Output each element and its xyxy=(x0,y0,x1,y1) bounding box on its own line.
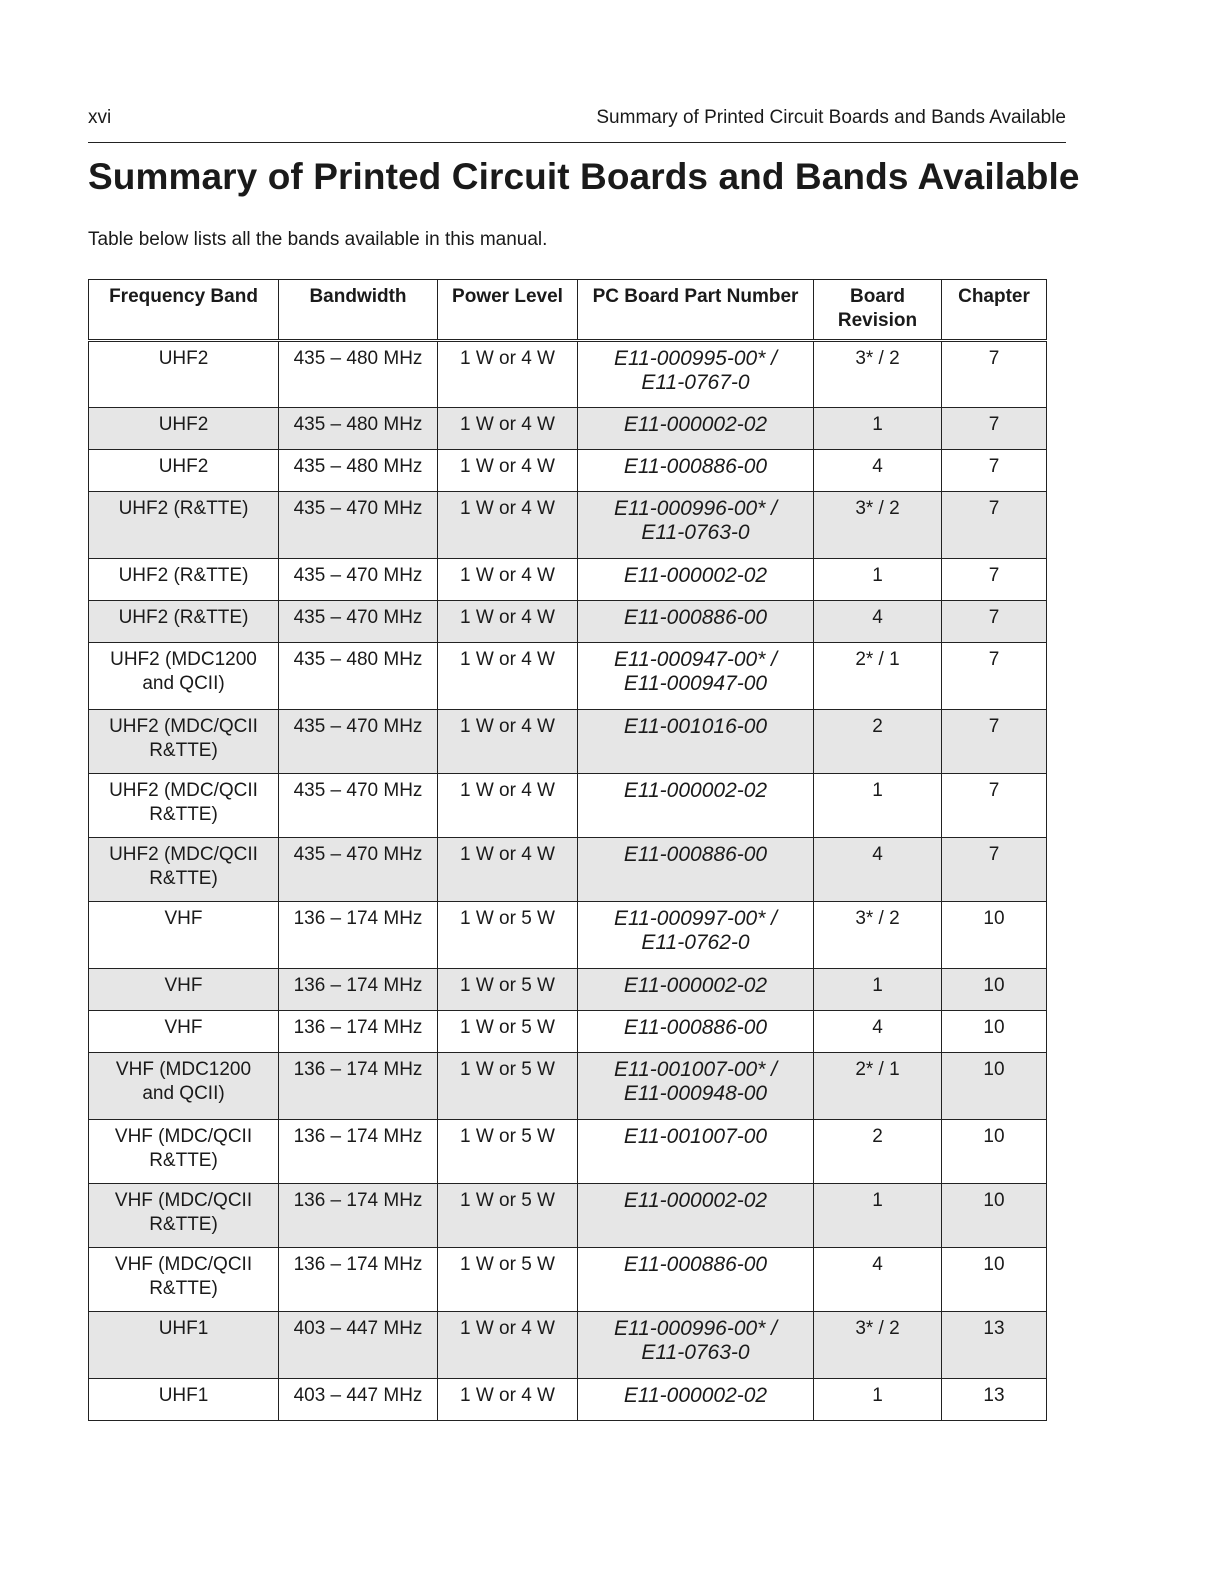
cell-chapter xyxy=(942,492,1047,559)
cell-frequency-band xyxy=(89,969,279,1011)
board-revision-line2: Revision xyxy=(837,310,918,331)
cell-frequency-band-text: R&TTE) xyxy=(149,868,218,889)
table-row xyxy=(89,601,1047,643)
cell-chapter-text: 7 xyxy=(988,498,1000,519)
cell-chapter-text: 7 xyxy=(988,716,1000,737)
cell-power-level xyxy=(438,710,578,774)
cell-part-number xyxy=(578,341,814,408)
cell-frequency-band xyxy=(89,838,279,902)
table-row xyxy=(89,1379,1047,1421)
page-header xyxy=(88,104,1066,143)
intro-text: Table below lists all the bands available in this manual. xyxy=(88,229,548,250)
column-header-board-revision xyxy=(814,280,942,341)
cell-power-level-text: 1 W or 4 W xyxy=(459,607,555,628)
cell-chapter-text: 7 xyxy=(988,649,1000,670)
cell-frequency-band-text: UHF2 (R&TTE) xyxy=(118,607,249,628)
table-row xyxy=(89,1120,1047,1184)
cell-part-number xyxy=(578,1248,814,1312)
cell-board-revision-text: 3* / 2 xyxy=(855,908,900,929)
cell-part-number-text: E11-000002-02 xyxy=(623,1189,768,1212)
cell-frequency-band xyxy=(89,492,279,559)
cell-part-number-text: E11-000886-00 xyxy=(623,455,768,478)
cell-power-level-text: 1 W or 5 W xyxy=(459,1254,555,1275)
cell-bandwidth-text: 435 – 470 MHz xyxy=(293,565,423,586)
table-row xyxy=(89,838,1047,902)
cell-part-number-text: E11-000886-00 xyxy=(623,1016,768,1039)
cell-power-level-text: 1 W or 5 W xyxy=(459,975,555,996)
cell-board-revision-text: 3* / 2 xyxy=(855,348,900,369)
cell-part-number xyxy=(578,492,814,559)
cell-part-number-text: E11-001007-00 xyxy=(623,1125,768,1148)
cell-frequency-band xyxy=(89,1248,279,1312)
cell-power-level xyxy=(438,1120,578,1184)
cell-bandwidth xyxy=(279,492,438,559)
cell-chapter-text: 13 xyxy=(983,1318,1005,1339)
cell-chapter xyxy=(942,1011,1047,1053)
cell-bandwidth xyxy=(279,601,438,643)
cell-bandwidth-text: 435 – 480 MHz xyxy=(293,348,423,369)
cell-frequency-band xyxy=(89,1184,279,1248)
table-row xyxy=(89,341,1047,408)
column-header-bandwidth: Bandwidth xyxy=(279,280,438,341)
cell-chapter xyxy=(942,643,1047,710)
cell-board-revision xyxy=(814,1312,942,1379)
cell-frequency-band-text: UHF2 xyxy=(158,414,209,435)
cell-part-number xyxy=(578,710,814,774)
cell-part-number xyxy=(578,1379,814,1421)
cell-frequency-band xyxy=(89,559,279,601)
cell-chapter-text: 7 xyxy=(988,607,1000,628)
cell-frequency-band-text: VHF (MDC1200 xyxy=(115,1059,252,1080)
cell-power-level xyxy=(438,492,578,559)
cell-power-level-text: 1 W or 5 W xyxy=(459,1190,555,1211)
cell-board-revision xyxy=(814,902,942,969)
cell-frequency-band xyxy=(89,450,279,492)
cell-frequency-band xyxy=(89,601,279,643)
cell-power-level xyxy=(438,1184,578,1248)
page-title: Summary of Printed Circuit Boards and Bands Available xyxy=(88,156,1080,197)
cell-frequency-band xyxy=(89,1379,279,1421)
cell-frequency-band-text: R&TTE) xyxy=(149,1150,218,1171)
cell-part-number-text: E11-000886-00 xyxy=(623,606,768,629)
cell-part-number-text: E11-000996-00* / xyxy=(613,497,778,520)
cell-chapter xyxy=(942,1184,1047,1248)
cell-board-revision xyxy=(814,1248,942,1312)
cell-chapter-text: 10 xyxy=(983,1059,1005,1080)
cell-bandwidth-text: 435 – 470 MHz xyxy=(293,780,423,801)
cell-frequency-band-text: R&TTE) xyxy=(149,804,218,825)
cell-chapter-text: 7 xyxy=(988,456,1000,477)
cell-board-revision-text: 4 xyxy=(872,844,883,865)
cell-frequency-band xyxy=(89,1120,279,1184)
cell-bandwidth xyxy=(279,1312,438,1379)
cell-board-revision-text: 4 xyxy=(872,1017,883,1038)
cell-part-number xyxy=(578,838,814,902)
column-header-part-number: PC Board Part Number xyxy=(578,280,814,341)
table-header-row xyxy=(89,280,1047,341)
cell-bandwidth xyxy=(279,559,438,601)
cell-frequency-band xyxy=(89,774,279,838)
cell-power-level-text: 1 W or 4 W xyxy=(459,414,555,435)
bands-table xyxy=(88,279,1047,1421)
table-row xyxy=(89,1011,1047,1053)
cell-part-number-text: E11-001016-00 xyxy=(623,715,768,738)
cell-board-revision-text: 1 xyxy=(872,1385,883,1406)
cell-bandwidth-text: 403 – 447 MHz xyxy=(293,1318,423,1339)
cell-part-number xyxy=(578,1312,814,1379)
page-number: xvi xyxy=(88,107,112,128)
cell-frequency-band-text: UHF2 (MDC/QCII xyxy=(109,780,258,801)
cell-part-number-text: E11-000002-02 xyxy=(623,413,768,436)
cell-chapter xyxy=(942,1248,1047,1312)
column-header-frequency-band: Frequency Band xyxy=(89,280,279,341)
table-row xyxy=(89,643,1047,710)
cell-part-number xyxy=(578,902,814,969)
cell-chapter-text: 7 xyxy=(988,348,1000,369)
cell-board-revision-text: 4 xyxy=(872,607,883,628)
cell-part-number xyxy=(578,1011,814,1053)
cell-part-number-text: E11-000002-02 xyxy=(623,974,768,997)
cell-frequency-band-text: UHF2 (MDC1200 xyxy=(110,649,257,670)
cell-bandwidth xyxy=(279,1120,438,1184)
cell-bandwidth-text: 136 – 174 MHz xyxy=(293,1059,423,1080)
cell-frequency-band xyxy=(89,341,279,408)
cell-part-number-text: E11-000947-00 xyxy=(623,672,768,695)
cell-part-number-text: E11-000995-00* / xyxy=(613,347,778,370)
cell-frequency-band-text: UHF2 (MDC/QCII xyxy=(109,844,258,865)
cell-frequency-band-text: VHF xyxy=(164,908,203,929)
cell-part-number-text: E11-0763-0 xyxy=(641,1341,750,1364)
table-row xyxy=(89,492,1047,559)
cell-bandwidth xyxy=(279,1379,438,1421)
table-body xyxy=(89,341,1047,1421)
cell-chapter-text: 10 xyxy=(983,1017,1005,1038)
cell-chapter xyxy=(942,1120,1047,1184)
cell-board-revision xyxy=(814,1053,942,1120)
cell-frequency-band-text: UHF2 (R&TTE) xyxy=(118,565,249,586)
cell-frequency-band-text: UHF1 xyxy=(158,1318,209,1339)
cell-board-revision xyxy=(814,1011,942,1053)
cell-chapter-text: 7 xyxy=(988,565,1000,586)
cell-chapter xyxy=(942,601,1047,643)
cell-power-level xyxy=(438,341,578,408)
table-row xyxy=(89,969,1047,1011)
cell-power-level-text: 1 W or 5 W xyxy=(459,1017,555,1038)
table-row xyxy=(89,1184,1047,1248)
cell-power-level xyxy=(438,1312,578,1379)
cell-power-level-text: 1 W or 5 W xyxy=(459,1126,555,1147)
cell-power-level xyxy=(438,1011,578,1053)
cell-power-level-text: 1 W or 4 W xyxy=(459,456,555,477)
cell-power-level xyxy=(438,838,578,902)
cell-power-level-text: 1 W or 4 W xyxy=(459,649,555,670)
cell-power-level xyxy=(438,1248,578,1312)
cell-chapter-text: 10 xyxy=(983,975,1005,996)
cell-chapter xyxy=(942,559,1047,601)
cell-frequency-band-text: R&TTE) xyxy=(149,740,218,761)
cell-power-level xyxy=(438,450,578,492)
cell-bandwidth xyxy=(279,710,438,774)
cell-chapter-text: 10 xyxy=(983,1126,1005,1147)
cell-power-level-text: 1 W or 4 W xyxy=(459,348,555,369)
cell-power-level xyxy=(438,408,578,450)
cell-frequency-band xyxy=(89,710,279,774)
cell-bandwidth-text: 136 – 174 MHz xyxy=(293,1190,423,1211)
cell-part-number-text: E11-000002-02 xyxy=(623,564,768,587)
cell-bandwidth-text: 136 – 174 MHz xyxy=(293,1254,423,1275)
cell-part-number-text: E11-000947-00* / xyxy=(613,648,778,671)
cell-bandwidth xyxy=(279,341,438,408)
cell-part-number xyxy=(578,969,814,1011)
table-row xyxy=(89,450,1047,492)
cell-part-number xyxy=(578,1184,814,1248)
cell-frequency-band-text: UHF1 xyxy=(158,1385,209,1406)
cell-frequency-band-text: and QCII) xyxy=(142,673,225,694)
cell-power-level-text: 1 W or 4 W xyxy=(459,716,555,737)
cell-bandwidth xyxy=(279,1184,438,1248)
cell-board-revision-text: 1 xyxy=(872,565,883,586)
cell-part-number xyxy=(578,774,814,838)
cell-board-revision xyxy=(814,774,942,838)
cell-bandwidth-text: 435 – 470 MHz xyxy=(293,498,423,519)
cell-frequency-band-text: and QCII) xyxy=(142,1083,225,1104)
cell-power-level-text: 1 W or 4 W xyxy=(459,565,555,586)
cell-board-revision xyxy=(814,1120,942,1184)
cell-board-revision xyxy=(814,1184,942,1248)
cell-chapter xyxy=(942,1312,1047,1379)
cell-chapter-text: 7 xyxy=(988,780,1000,801)
cell-board-revision xyxy=(814,838,942,902)
cell-chapter-text: 10 xyxy=(983,908,1005,929)
cell-part-number-text: E11-000002-02 xyxy=(623,1384,768,1407)
table-row xyxy=(89,559,1047,601)
cell-frequency-band-text: VHF (MDC/QCII xyxy=(114,1254,253,1275)
cell-part-number xyxy=(578,1053,814,1120)
cell-part-number xyxy=(578,408,814,450)
cell-part-number-text: E11-000948-00 xyxy=(623,1082,768,1105)
cell-bandwidth-text: 136 – 174 MHz xyxy=(293,1126,423,1147)
cell-part-number xyxy=(578,643,814,710)
cell-board-revision xyxy=(814,643,942,710)
cell-frequency-band-text: VHF xyxy=(164,1017,203,1038)
cell-board-revision xyxy=(814,559,942,601)
cell-bandwidth-text: 435 – 470 MHz xyxy=(293,844,423,865)
cell-bandwidth xyxy=(279,450,438,492)
cell-part-number-text: E11-0762-0 xyxy=(641,931,750,954)
cell-frequency-band-text: R&TTE) xyxy=(149,1214,218,1235)
cell-part-number-text: E11-0767-0 xyxy=(641,371,750,394)
cell-bandwidth xyxy=(279,774,438,838)
cell-board-revision xyxy=(814,710,942,774)
cell-part-number xyxy=(578,601,814,643)
cell-power-level xyxy=(438,643,578,710)
cell-board-revision-text: 3* / 2 xyxy=(855,1318,900,1339)
cell-chapter-text: 10 xyxy=(983,1190,1005,1211)
cell-frequency-band xyxy=(89,902,279,969)
cell-chapter xyxy=(942,710,1047,774)
cell-bandwidth-text: 136 – 174 MHz xyxy=(293,975,423,996)
cell-power-level-text: 1 W or 4 W xyxy=(459,1385,555,1406)
cell-bandwidth-text: 435 – 470 MHz xyxy=(293,607,423,628)
table-row xyxy=(89,1053,1047,1120)
table-row xyxy=(89,408,1047,450)
cell-bandwidth-text: 435 – 480 MHz xyxy=(293,414,423,435)
cell-frequency-band-text: VHF (MDC/QCII xyxy=(114,1126,253,1147)
cell-board-revision-text: 3* / 2 xyxy=(855,498,900,519)
table-row xyxy=(89,710,1047,774)
cell-bandwidth-text: 435 – 480 MHz xyxy=(293,649,423,670)
cell-frequency-band xyxy=(89,1312,279,1379)
cell-power-level xyxy=(438,601,578,643)
cell-bandwidth-text: 403 – 447 MHz xyxy=(293,1385,423,1406)
cell-power-level xyxy=(438,774,578,838)
cell-chapter xyxy=(942,450,1047,492)
cell-part-number-text: E11-000996-00* / xyxy=(613,1317,778,1340)
cell-part-number-text: E11-0763-0 xyxy=(641,521,750,544)
cell-chapter-text: 13 xyxy=(983,1385,1005,1406)
cell-board-revision xyxy=(814,601,942,643)
cell-bandwidth-text: 435 – 480 MHz xyxy=(293,456,423,477)
cell-bandwidth xyxy=(279,1053,438,1120)
cell-part-number xyxy=(578,1120,814,1184)
cell-board-revision-text: 2* / 1 xyxy=(855,1059,900,1080)
cell-frequency-band xyxy=(89,1011,279,1053)
cell-board-revision-text: 1 xyxy=(872,975,883,996)
cell-chapter xyxy=(942,902,1047,969)
cell-chapter xyxy=(942,774,1047,838)
cell-bandwidth-text: 435 – 470 MHz xyxy=(293,716,423,737)
cell-frequency-band-text: UHF2 (R&TTE) xyxy=(118,498,249,519)
cell-frequency-band-text: VHF (MDC/QCII xyxy=(114,1190,253,1211)
cell-board-revision xyxy=(814,341,942,408)
cell-board-revision-text: 2 xyxy=(872,716,883,737)
table-row xyxy=(89,902,1047,969)
cell-bandwidth xyxy=(279,1011,438,1053)
cell-bandwidth xyxy=(279,838,438,902)
cell-power-level-text: 1 W or 4 W xyxy=(459,498,555,519)
cell-part-number-text: E11-000002-02 xyxy=(623,779,768,802)
cell-board-revision xyxy=(814,450,942,492)
cell-board-revision-text: 1 xyxy=(872,1190,883,1211)
cell-part-number xyxy=(578,450,814,492)
cell-power-level-text: 1 W or 5 W xyxy=(459,1059,555,1080)
cell-frequency-band-text: UHF2 xyxy=(158,348,209,369)
cell-chapter-text: 7 xyxy=(988,844,1000,865)
cell-bandwidth-text: 136 – 174 MHz xyxy=(293,908,423,929)
table-row xyxy=(89,1312,1047,1379)
cell-bandwidth xyxy=(279,902,438,969)
cell-board-revision xyxy=(814,969,942,1011)
cell-board-revision xyxy=(814,1379,942,1421)
cell-part-number-text: E11-000886-00 xyxy=(623,1253,768,1276)
board-revision-line1: Board xyxy=(850,286,905,307)
cell-chapter-text: 10 xyxy=(983,1254,1005,1275)
cell-bandwidth-text: 136 – 174 MHz xyxy=(293,1017,423,1038)
cell-chapter xyxy=(942,1379,1047,1421)
cell-chapter xyxy=(942,341,1047,408)
cell-board-revision-text: 2* / 1 xyxy=(855,649,900,670)
cell-chapter xyxy=(942,838,1047,902)
table-row xyxy=(89,774,1047,838)
cell-board-revision-text: 2 xyxy=(872,1126,883,1147)
cell-board-revision-text: 1 xyxy=(872,414,883,435)
cell-frequency-band-text: R&TTE) xyxy=(149,1278,218,1299)
cell-bandwidth xyxy=(279,643,438,710)
table-row xyxy=(89,1248,1047,1312)
cell-board-revision-text: 1 xyxy=(872,780,883,801)
cell-chapter-text: 7 xyxy=(988,414,1000,435)
cell-part-number-text: E11-000997-00* / xyxy=(613,907,778,930)
cell-power-level-text: 1 W or 5 W xyxy=(459,908,555,929)
cell-power-level xyxy=(438,559,578,601)
cell-power-level xyxy=(438,1379,578,1421)
cell-power-level-text: 1 W or 4 W xyxy=(459,844,555,865)
cell-bandwidth xyxy=(279,408,438,450)
cell-chapter xyxy=(942,408,1047,450)
cell-chapter xyxy=(942,1053,1047,1120)
cell-bandwidth xyxy=(279,969,438,1011)
running-title: Summary of Printed Circuit Boards and Bands Available xyxy=(596,107,1066,128)
cell-board-revision xyxy=(814,492,942,559)
cell-power-level xyxy=(438,902,578,969)
cell-part-number-text: E11-000886-00 xyxy=(623,843,768,866)
cell-power-level-text: 1 W or 4 W xyxy=(459,1318,555,1339)
cell-chapter xyxy=(942,969,1047,1011)
cell-part-number xyxy=(578,559,814,601)
cell-power-level-text: 1 W or 4 W xyxy=(459,780,555,801)
cell-frequency-band-text: VHF xyxy=(164,975,203,996)
cell-part-number-text: E11-001007-00* / xyxy=(613,1058,778,1081)
cell-board-revision xyxy=(814,408,942,450)
cell-frequency-band xyxy=(89,408,279,450)
column-header-power-level: Power Level xyxy=(438,280,578,341)
cell-board-revision-text: 4 xyxy=(872,456,883,477)
cell-frequency-band-text: UHF2 xyxy=(158,456,209,477)
cell-frequency-band xyxy=(89,643,279,710)
cell-frequency-band-text: UHF2 (MDC/QCII xyxy=(109,716,258,737)
column-header-chapter: Chapter xyxy=(942,280,1047,341)
cell-bandwidth xyxy=(279,1248,438,1312)
cell-frequency-band xyxy=(89,1053,279,1120)
cell-power-level xyxy=(438,1053,578,1120)
cell-power-level xyxy=(438,969,578,1011)
cell-board-revision-text: 4 xyxy=(872,1254,883,1275)
